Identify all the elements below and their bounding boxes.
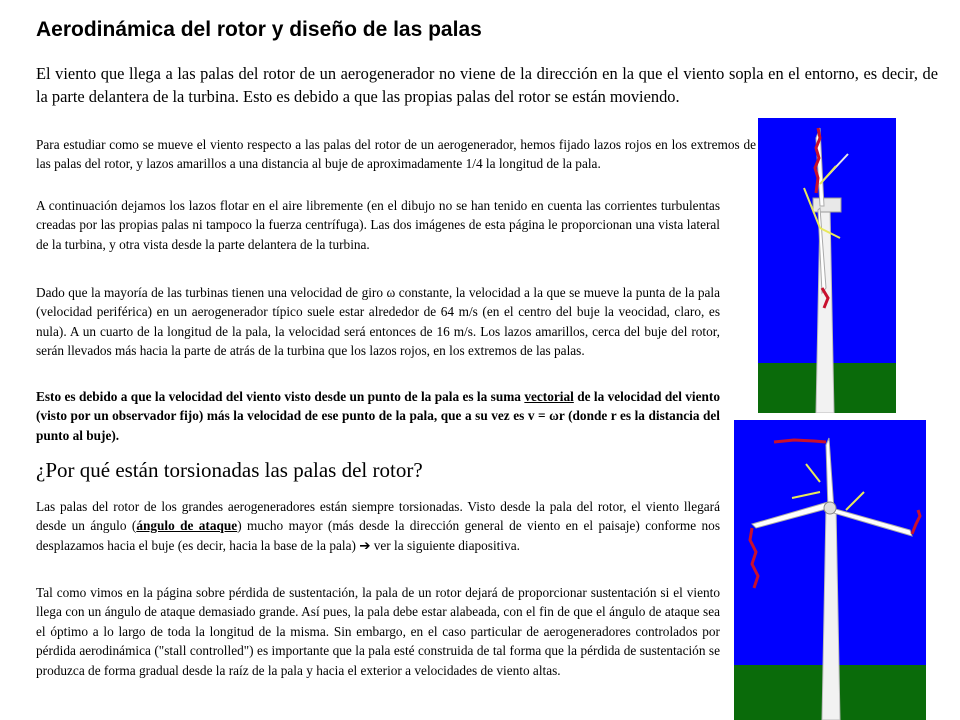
twist-text-d: ver la siguiente diapositiva. [370,537,520,553]
omega-symbol: ω [549,408,559,424]
paragraph-rotation-speed: Dado que la mayoría de las turbinas tienen una velocidad de giro ω constante, la velocidad a la que se mueve la punta de la pala (velocidad periférica) en un aerogenerador típico suele estar alrededor de 64 m/s (en el centro del buje la veocidad, claro, es nula). A un cuarto de la longitud de la pala, la velocidad será entonces de 16 m/s. Los lazos amarillos, cerca del buje del rotor, serán llevados más hacia la parte de atrás de la turbina que los lazos rojos, en los extremos de las palas. [36,285,720,359]
vector-sum-text-c: de la velocidad del viento (visto por un observador fijo) más la velocidad de ese punto de la pala, que a su vez es v = [36,389,720,424]
turbine-side-view-image [758,118,896,413]
angle-of-attack-link[interactable]: ángulo de ataque [136,518,238,534]
paragraph-twisted-blades [36,497,720,555]
arrow-right-icon: ➔ [359,537,371,553]
twist-text-a: Las palas del rotor de los grandes aerogeneradores están siempre torsionadas. Visto desde la pala del rotor, el viento llegará desde un ángulo ( [36,499,720,534]
turbine-front-view-image [734,420,926,720]
vectorial-link[interactable]: vectorial [524,389,574,404]
paragraph-stall: Tal como vimos en la página sobre pérdida de sustentación, la pala de un rotor dejará de proporcionar sustentación si el viento llega con un ángulo de ataque demasiado grande. Así pues, la pala debe estar alabeada, con el fin de que el ángulo de ataque sea el óptimo a lo largo de toda la longitud de la misma. Sin embargo, en el caso particular de aerogeneradores controlados por pérdida aerodinámica ("stall controlled") es importante que la pala esté construida de tal forma que la pérdida de sustentación se produzca de forma gradual desde la raíz de la pala y hacia el exterior a velocidades de viento altas. [36,585,720,678]
intro-paragraph: El viento que llega a las palas del rotor de un aerogenerador no viene de la dirección en la que el viento sopla en el entorno, es decir, de la parte delantera de la turbina. Esto es debido a que las propias palas del rotor se están moviendo. [36,64,938,106]
paragraph-ribbons: Para estudiar como se mueve el viento respecto a las palas del rotor de un aerogenerador, hemos fijado lazos rojos en los extremos de las palas del rotor, y lazos amarillos a una distancia al buje de aproximadamente 1/4 la longitud de la pala. [36,137,756,172]
paragraph-vector-sum [36,387,720,445]
twist-text-c: ) mucho mayor (más desde la dirección general de viento en el paisaje) conforme nos desplazamos hacia el buje (es decir, hacia la base de la pala) [36,518,720,553]
page-title: Aerodinámica del rotor y diseño de las palas [36,18,482,41]
red-ribbon-top [774,440,826,442]
section-subtitle: ¿Por qué están torsionadas las palas del rotor? [36,458,423,482]
hub [824,502,836,514]
nacelle [813,198,841,212]
vector-sum-text-e: r (donde r es la distancia del punto al buje). [36,408,721,443]
paragraph-floating-ribbons: A continuación dejamos los lazos flotar en el aire libremente (en el dibujo no se han tenido en cuenta las corrientes turbulentas creadas por las propias palas ni tampoco la fuerza centrífuga). Las dos imágenes de esta página le proporcionan una vista lateral de la turbina, y otra vista desde la parte delantera de la turbina. [36,198,720,252]
vector-sum-text-a: Esto es debido a que la velocidad del viento visto desde un punto de la pala es la suma [36,389,525,404]
